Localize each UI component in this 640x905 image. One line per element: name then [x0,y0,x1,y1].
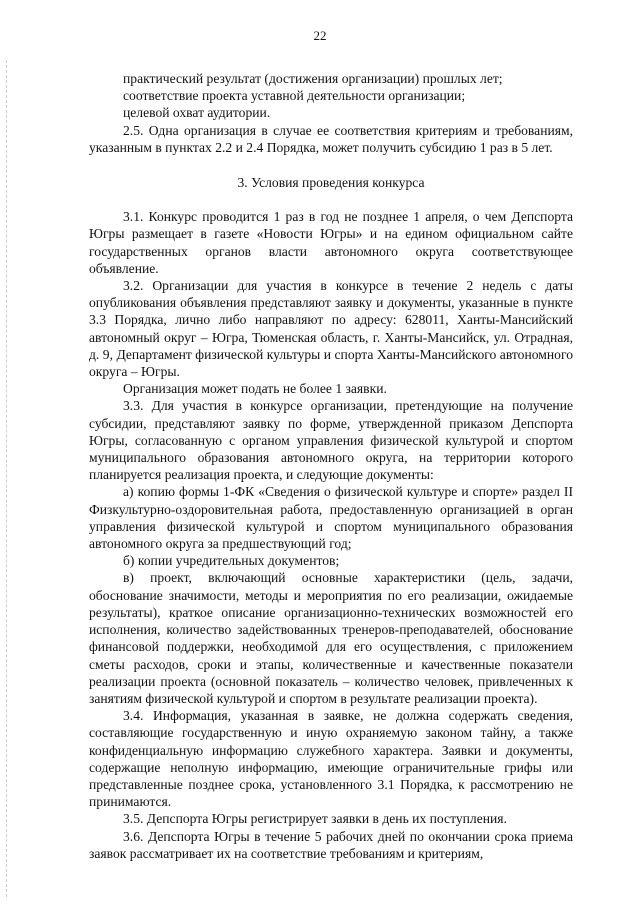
paragraph: целевой охват аудитории. [123,105,271,121]
paragraph: 3.3. Для участия в конкурсе организации, претендующие на получение субсидии, представляют заявку по форме, утвержденной приказом Депспорта Югры, согласованную с органом управления физической культурой и спортом муниципального образования автономного округа, на территории которого планируется реализация проекта, и следующие документы: [89,398,573,483]
paragraph: соответствие проекта уставной деятельности организации; [123,88,466,104]
paragraph: Организация может подать не более 1 заявки. [123,381,387,397]
paragraph: 2.5. Одна организация в случае ее соответствия критериям и требованиям, указанным в пунктах 2.2 и 2.4 Порядка, может получить субсидию 1 раз в 5 лет. [89,122,573,155]
page-number: 22 [313,28,327,43]
paragraph: 3.4. Информация, указанная в заявке, не должна содержать сведения, составляющие государственную и иную охраняемую законом тайну, а также конфиденциальную информацию служебного характера. Заявки и документы, содержащие неполную информацию, имеющие ограничительные грифы или представленные позднее срока, установленного 3.1 Порядка, к рассмотрению не принимаются. [89,708,573,810]
paragraph: практический результат (достижения организации) прошлых лет; [123,71,503,86]
paragraph: 3.6. Депспорта Югры в течение 5 рабочих дней по окончании срока приема заявок рассматривает их на соответствие требованиям и критериям, [89,828,573,861]
paragraph: а) копию формы 1-ФК «Сведения о физической культуре и спорте» раздел II Физкультурно-оздоровительная работа, предоставленную организацией в орган управления физической культурой и спортом муниципального образования автономного округа за предшествующий год; [89,484,573,552]
paragraph: 3.1. Конкурс проводится 1 раз в год не позднее 1 апреля, о чем Депспорта Югры размещает в газете «Новости Югры» и на едином официальном сайте государственных органов власти автономного округа соответствующее объявление. [89,209,573,276]
paragraph: б) копии учредительных документов; [123,553,340,569]
paragraph: в) проект, включающий основные характеристики (цель, задачи, обоснование значимости, методы и мероприятия по его реализации, ожидаемые результаты), краткое описание организационно-технических возможностей его исполнения, количество задействованных тренеров-преподавателей, обоснование финансовой поддержки, необходимой для его осуществления, с приложением сметы расходов, сроки и этапы, количественные и качественные показатели реализации проекта (основной показатель – количество человек, привлеченных к занятиям физической культурой и спортом в результате реализации проекта). [89,570,573,706]
paragraph: 3.2. Организации для участия в конкурсе в течение 2 недель с даты опубликования объявления представляют заявку и документы, указанные в пункте 3.3 Порядка, лично либо направляют по адресу: 628011, Ханты-Мансийский автономный округ – Югра, Тюменская область, г. Ханты-Мансийск, ул. Отрадная, д. 9, Департамент физической культуры и спорта Ханты-Мансийского автономного округа – Югры. [89,278,573,380]
section-heading: 3. Условия проведения конкурса [237,175,425,191]
paragraph: 3.5. Депспорта Югры регистрирует заявки в день их поступления. [123,811,507,827]
document-body [89,70,573,862]
scan-edge-line [6,60,7,897]
